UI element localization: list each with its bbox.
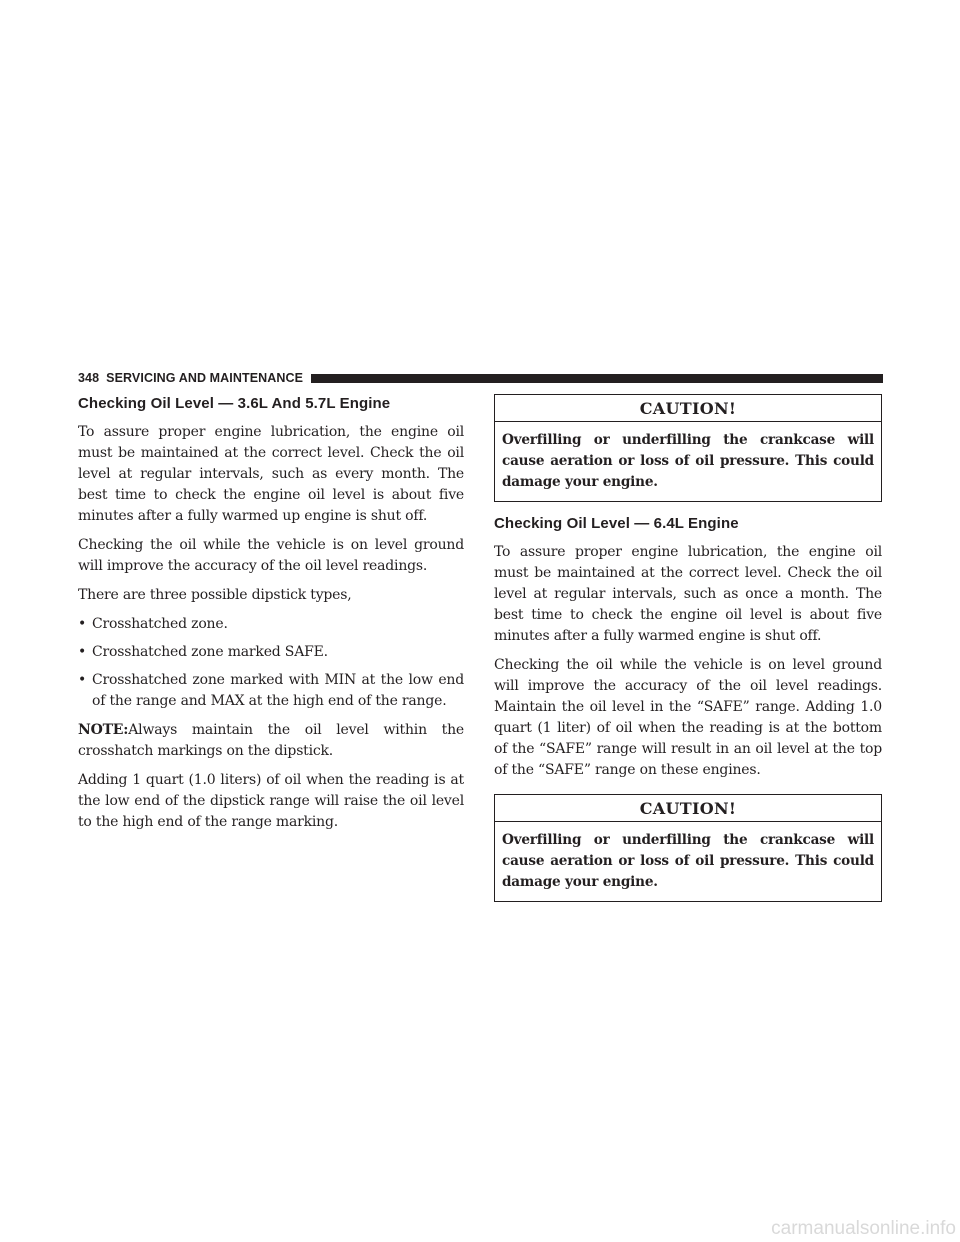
page-number: 348 xyxy=(78,371,100,385)
paragraph: Checking the oil while the vehicle is on level ground will improve the accuracy of the oil level readings. xyxy=(78,537,464,574)
right-column xyxy=(494,394,882,914)
list-item-text: Crosshatched zone. xyxy=(92,616,228,632)
left-column xyxy=(78,394,464,841)
bullet-icon: • xyxy=(78,616,87,632)
paragraph: To assure proper engine lubrication, the engine oil must be maintained at the correct level. Check the oil level at regular intervals, such as once a month. The best time to check the engine oil level is about five minutes after a fully warmed engine is shut off. xyxy=(494,544,882,644)
list-item xyxy=(78,670,464,712)
caution-box xyxy=(494,394,882,502)
bullet-icon: • xyxy=(78,672,87,688)
list-item xyxy=(78,614,464,635)
note-label: NOTE: xyxy=(78,722,129,738)
paragraph: Checking the oil while the vehicle is on level ground will improve the accuracy of the oil level readings. Maintain the oil level in the “SAFE” range. Adding 1.0 quart (1 liter) of oil when the reading is at the bottom of the “SAFE” range will result in an oil level at the top of the “SAFE” range on these engines. xyxy=(494,657,882,778)
paragraph: Adding 1 quart (1.0 liters) of oil when the reading is at the low end of the dipstick range will raise the oil level to the high end of the range marking. xyxy=(78,772,464,830)
list-item-text: Crosshatched zone marked with MIN at the low end of the range and MAX at the high end of the range. xyxy=(92,672,464,709)
caution-title: CAUTION! xyxy=(495,795,881,822)
paragraph: To assure proper engine lubrication, the engine oil must be maintained at the correct level. Check the oil level at regular intervals, such as every month. The best time to check the engine oil level is about five minutes after a fully warmed up engine is shut off. xyxy=(78,424,464,524)
list-item xyxy=(78,642,464,663)
page-header xyxy=(78,371,883,385)
caution-text: Overfilling or underfilling the crankcase will cause aeration or loss of oil pressure. This could damage your engine. xyxy=(502,432,874,490)
watermark-text: carmanualsonline.info xyxy=(771,1218,956,1239)
watermark xyxy=(771,1210,960,1242)
dipstick-types-list xyxy=(78,614,464,712)
caution-box xyxy=(494,794,882,902)
list-item-text: Crosshatched zone marked SAFE. xyxy=(92,644,328,660)
note-text: Always maintain the oil level within the crosshatch markings on the dipstick. xyxy=(78,722,464,759)
note-paragraph xyxy=(78,720,464,762)
paragraph: There are three possible dipstick types, xyxy=(78,587,352,603)
caution-text: Overfilling or underfilling the crankcase will cause aeration or loss of oil pressure. This could damage your engine. xyxy=(502,832,874,890)
bullet-icon: • xyxy=(78,644,87,660)
caution-title: CAUTION! xyxy=(495,395,881,422)
section-title: SERVICING AND MAINTENANCE xyxy=(106,371,304,385)
header-rule xyxy=(311,374,883,383)
section-heading-3-6l-5-7l: Checking Oil Level — 3.6L And 5.7L Engine xyxy=(78,395,391,412)
section-heading-6-4l: Checking Oil Level — 6.4L Engine xyxy=(494,515,739,532)
